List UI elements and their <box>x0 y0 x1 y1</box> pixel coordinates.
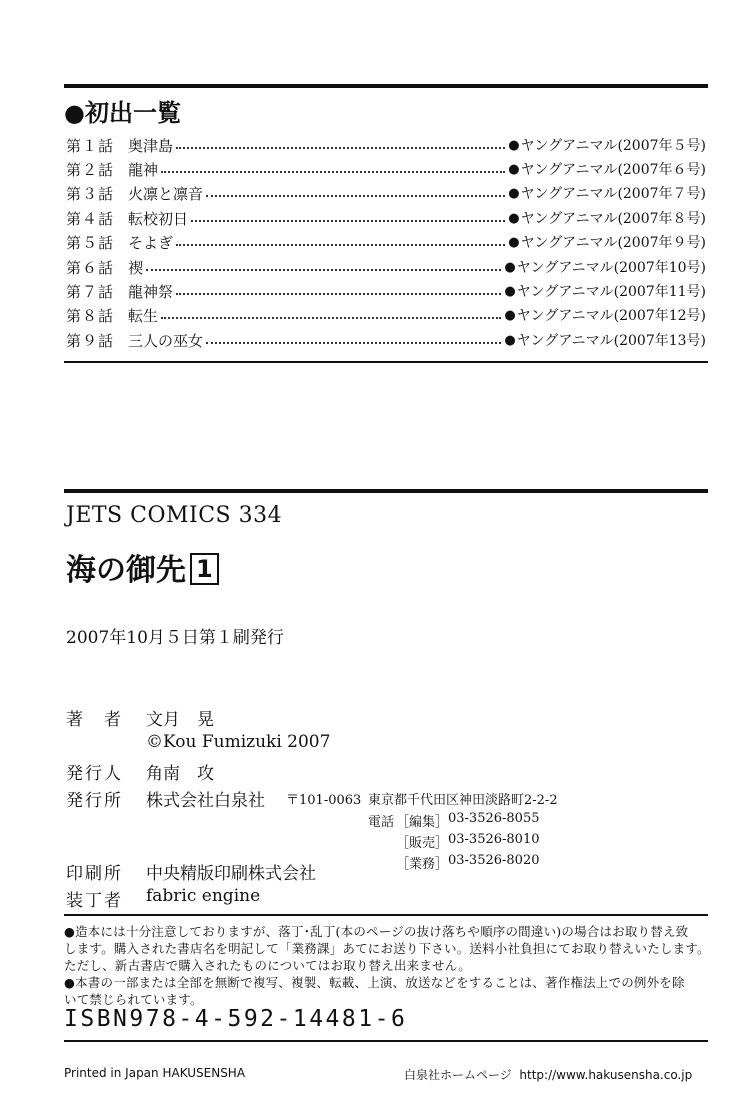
postal-code: 〒101-0063 <box>286 793 362 808</box>
toc-title: 龍神祭 <box>128 282 174 301</box>
toc-heading: ●初出一覧 <box>64 99 181 127</box>
toc-row <box>66 157 706 181</box>
toc-row <box>66 279 706 303</box>
toc-title: 禊 <box>128 258 144 277</box>
designer-label: 装丁者 <box>66 891 123 911</box>
author-label: 著 者 <box>66 710 123 730</box>
isbn: ISBN978-4-592-14481-6 <box>64 1006 408 1032</box>
toc-episode: 第６話 <box>66 258 115 277</box>
phone-number: 03-3526-8020 <box>448 853 540 868</box>
author-name: 文月 晃 <box>146 710 214 730</box>
toc-magazine: ヤングアニマル(2007年６号) <box>520 162 706 178</box>
toc-title: そよぎ <box>128 233 174 252</box>
phone-number: 03-3526-8010 <box>448 832 540 847</box>
toc-leader <box>176 293 501 295</box>
toc-episode: 第３話 <box>66 184 115 203</box>
toc-magazine: ヤングアニマル(2007年10号) <box>516 260 706 276</box>
phone-dept: ［業務］ <box>396 857 449 872</box>
top-rule <box>64 84 708 88</box>
toc-episode: 第９話 <box>66 331 115 350</box>
toc-title: 転生 <box>128 306 159 325</box>
notice-line: します。購入された書店名を明記して「業務課」あてにお送り下さい。送料小社負担にてお取り替えいたします。 <box>64 941 710 956</box>
bullet: ● <box>508 234 520 250</box>
homepage <box>404 1066 692 1083</box>
toc-title: 龍神 <box>128 160 159 179</box>
notice-line: ただし、新古書店で購入されたものについてはお取り替え出来ません。 <box>64 958 471 973</box>
book-title <box>66 545 219 589</box>
designer-name: fabric engine <box>146 886 261 906</box>
toc-magazine: ヤングアニマル(2007年９号) <box>520 235 706 251</box>
toc-episode: 第７話 <box>66 282 115 301</box>
toc-episode: 第１話 <box>66 136 115 155</box>
toc-leader <box>191 220 505 222</box>
bullet: ● <box>504 259 516 275</box>
series-name: JETS COMICS 334 <box>66 503 283 528</box>
phone-dept: ［販売］ <box>396 836 449 851</box>
toc-leader <box>206 342 501 344</box>
toc-episode: 第５話 <box>66 233 115 252</box>
toc-episode: 第８話 <box>66 306 115 325</box>
publisher-label: 発行人 <box>66 764 123 784</box>
toc-row <box>66 328 706 352</box>
publisher-name: 角南 攻 <box>146 764 214 784</box>
phone-dept: ［編集］ <box>396 815 449 830</box>
notice-top-rule <box>64 914 708 916</box>
homepage-url[interactable]: http://www.hakusensha.co.jp <box>519 1068 693 1082</box>
toc-row <box>66 206 706 230</box>
notice-line: ●造本には十分注意しておりますが、落丁･乱丁(本のページの抜け落ちや順序の間違い)の場合はお取り替え致 <box>64 924 689 939</box>
publication-date: 2007年10月５日第１刷発行 <box>66 628 284 648</box>
toc-row <box>66 255 706 279</box>
toc-leader <box>176 244 505 246</box>
toc-magazine: ヤングアニマル(2007年12号) <box>516 308 706 324</box>
toc-leader <box>161 171 505 173</box>
toc-magazine: ヤングアニマル(2007年８号) <box>520 211 706 227</box>
bullet: ● <box>508 210 520 226</box>
toc-magazine: ヤングアニマル(2007年13号) <box>516 333 706 349</box>
notice-line: いて禁じられています。 <box>64 992 203 1007</box>
phone-number: 03-3526-8055 <box>448 811 540 826</box>
toc-title: 火凛と凛音 <box>128 184 204 203</box>
bullet: ● <box>508 137 520 153</box>
toc-row <box>66 230 706 254</box>
bullet: ● <box>508 161 520 177</box>
printer-label: 印刷所 <box>66 864 123 884</box>
toc-leader <box>146 269 501 271</box>
toc-title: 三人の巫女 <box>128 331 204 350</box>
toc-leader <box>176 147 505 149</box>
notice-line: ●本書の一部または全部を無断で複写、複製、転載、上演、放送などをすることは、著作権法上での例外を除 <box>64 975 685 990</box>
toc-bottom-rule <box>64 361 708 363</box>
bullet: ● <box>504 307 516 323</box>
address: 東京都千代田区神田淡路町2-2-2 <box>368 793 558 808</box>
printed-in: Printed in Japan HAKUSENSHA <box>64 1066 246 1080</box>
toc-episode: 第４話 <box>66 209 115 228</box>
printer-name: 中央精版印刷株式会社 <box>146 864 316 884</box>
book-title-text: 海の御先 <box>66 553 186 588</box>
toc-magazine: ヤングアニマル(2007年７号) <box>520 186 706 202</box>
bullet: ● <box>504 332 516 348</box>
toc-title: 転校初日 <box>128 209 189 228</box>
toc-row <box>66 303 706 327</box>
toc-magazine: ヤングアニマル(2007年５号) <box>520 138 706 154</box>
office-name: 株式会社白泉社 <box>146 791 265 811</box>
bullet: ● <box>508 185 520 201</box>
homepage-label: 白泉社ホームページ <box>404 1068 512 1082</box>
colophon-top-rule <box>64 489 708 493</box>
volume-number: 1 <box>190 553 219 585</box>
office-label: 発行所 <box>66 791 123 811</box>
toc-row <box>66 181 706 205</box>
isbn-bottom-rule <box>64 1040 708 1042</box>
bullet: ● <box>504 283 516 299</box>
toc-title: 奥津島 <box>128 136 174 155</box>
toc-leader <box>206 195 505 197</box>
phone-label: 電話 <box>368 815 395 830</box>
toc-leader <box>161 317 501 319</box>
copyright: ©Kou Fumizuki 2007 <box>146 732 331 752</box>
toc-row <box>66 133 706 157</box>
toc-episode: 第２話 <box>66 160 115 179</box>
toc-magazine: ヤングアニマル(2007年11号) <box>516 284 706 300</box>
